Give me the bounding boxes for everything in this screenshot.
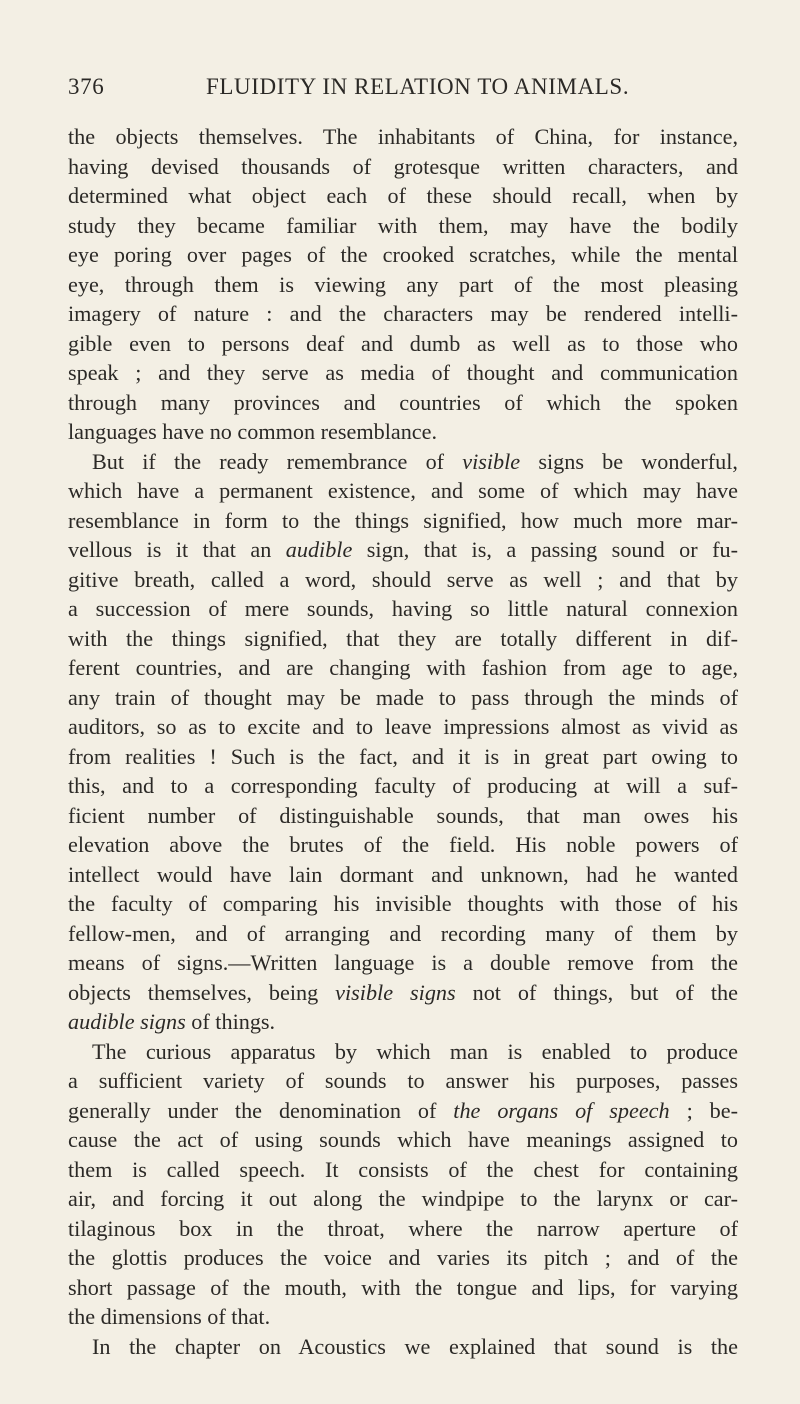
- text-line: cause the act of using sounds which have meanings assigned to: [68, 1127, 738, 1152]
- page-number: 376: [68, 74, 105, 99]
- text-line: means of signs.—Written language is a double remove from the: [68, 950, 738, 975]
- text-line: speak ; and they serve as media of thought and communication: [68, 360, 738, 385]
- text-line: auditors, so as to excite and to leave impressions almost as vivid as: [68, 714, 738, 739]
- text-line: short passage of the mouth, with the tongue and lips, for varying: [68, 1274, 738, 1300]
- text-line: objects themselves, being visible signs not of things, but of the: [68, 979, 738, 1005]
- text-line: fellow-men, and of arranging and recording many of them by: [68, 920, 738, 946]
- text-line: vellous is it that an audible sign, that is, a passing sound or fu-: [68, 537, 738, 562]
- text-line: a succession of mere sounds, having so little natural connexion: [68, 596, 738, 621]
- text-line: any train of thought may be made to pass through the minds of: [68, 684, 738, 710]
- text-line: imagery of nature : and the characters may be rendered intelli-: [68, 301, 738, 326]
- text-line: this, and to a corresponding faculty of producing at will a suf-: [68, 773, 738, 798]
- text-line: intellect would have lain dormant and unknown, had he wanted: [68, 861, 738, 887]
- text-line: eye, through them is viewing any part of the most pleasing: [68, 271, 738, 297]
- text-line: from realities ! Such is the fact, and it is in great part owing to: [68, 743, 738, 769]
- text-line: tilaginous box in the throat, where the narrow aperture of: [68, 1215, 738, 1241]
- text-line: study they became familiar with them, may have the bodily: [68, 212, 738, 238]
- text-line: eye poring over pages of the crooked scratches, while the mental: [68, 242, 738, 267]
- text-line: ferent countries, and are changing with fashion from age to age,: [68, 655, 738, 680]
- text-line: ficient number of distinguishable sounds, that man owes his: [68, 802, 738, 828]
- text-line: In the chapter on Acoustics we explained that sound is the: [92, 1333, 738, 1359]
- text-line: having devised thousands of grotesque written characters, and: [68, 153, 738, 179]
- text-line: generally under the denomination of the organs of speech ; be-: [68, 1097, 738, 1123]
- text-line: air, and forcing it out along the windpipe to the larynx or car-: [68, 1186, 738, 1211]
- text-line: determined what object each of these should recall, when by: [68, 183, 738, 208]
- text-line: the glottis produces the voice and varies its pitch ; and of the: [68, 1245, 738, 1270]
- text-line: the dimensions of that.: [68, 1304, 271, 1329]
- text-line: resemblance in form to the things signified, how much more mar-: [68, 507, 738, 533]
- text-line: the objects themselves. The inhabitants of China, for instance,: [68, 124, 738, 149]
- text-line: elevation above the brutes of the field. His noble powers of: [68, 832, 738, 857]
- text-line: The curious apparatus by which man is enabled to produce: [92, 1038, 738, 1064]
- running-head: [68, 74, 736, 104]
- text-line: with the things signified, that they are totally different in dif-: [68, 625, 738, 651]
- text-line: languages have no common resemblance.: [68, 419, 438, 444]
- text-line: audible signs of things.: [68, 1009, 276, 1034]
- text-line: gible even to persons deaf and dumb as well as to those who: [68, 330, 738, 356]
- text-line: the faculty of comparing his invisible thoughts with those of his: [68, 891, 738, 916]
- text-line: a sufficient variety of sounds to answer his purposes, passes: [68, 1068, 738, 1093]
- text-line: through many provinces and countries of which the spoken: [68, 389, 738, 415]
- text-line: which have a permanent existence, and some of which may have: [68, 478, 738, 503]
- body-text: [68, 122, 738, 1361]
- running-title: FLUIDITY IN RELATION TO ANIMALS.: [206, 74, 630, 99]
- text-line: But if the ready remembrance of visible signs be wonderful,: [92, 448, 738, 474]
- text-line: gitive breath, called a word, should serve as well ; and that by: [68, 566, 738, 592]
- text-line: them is called speech. It consists of the chest for containing: [68, 1156, 738, 1182]
